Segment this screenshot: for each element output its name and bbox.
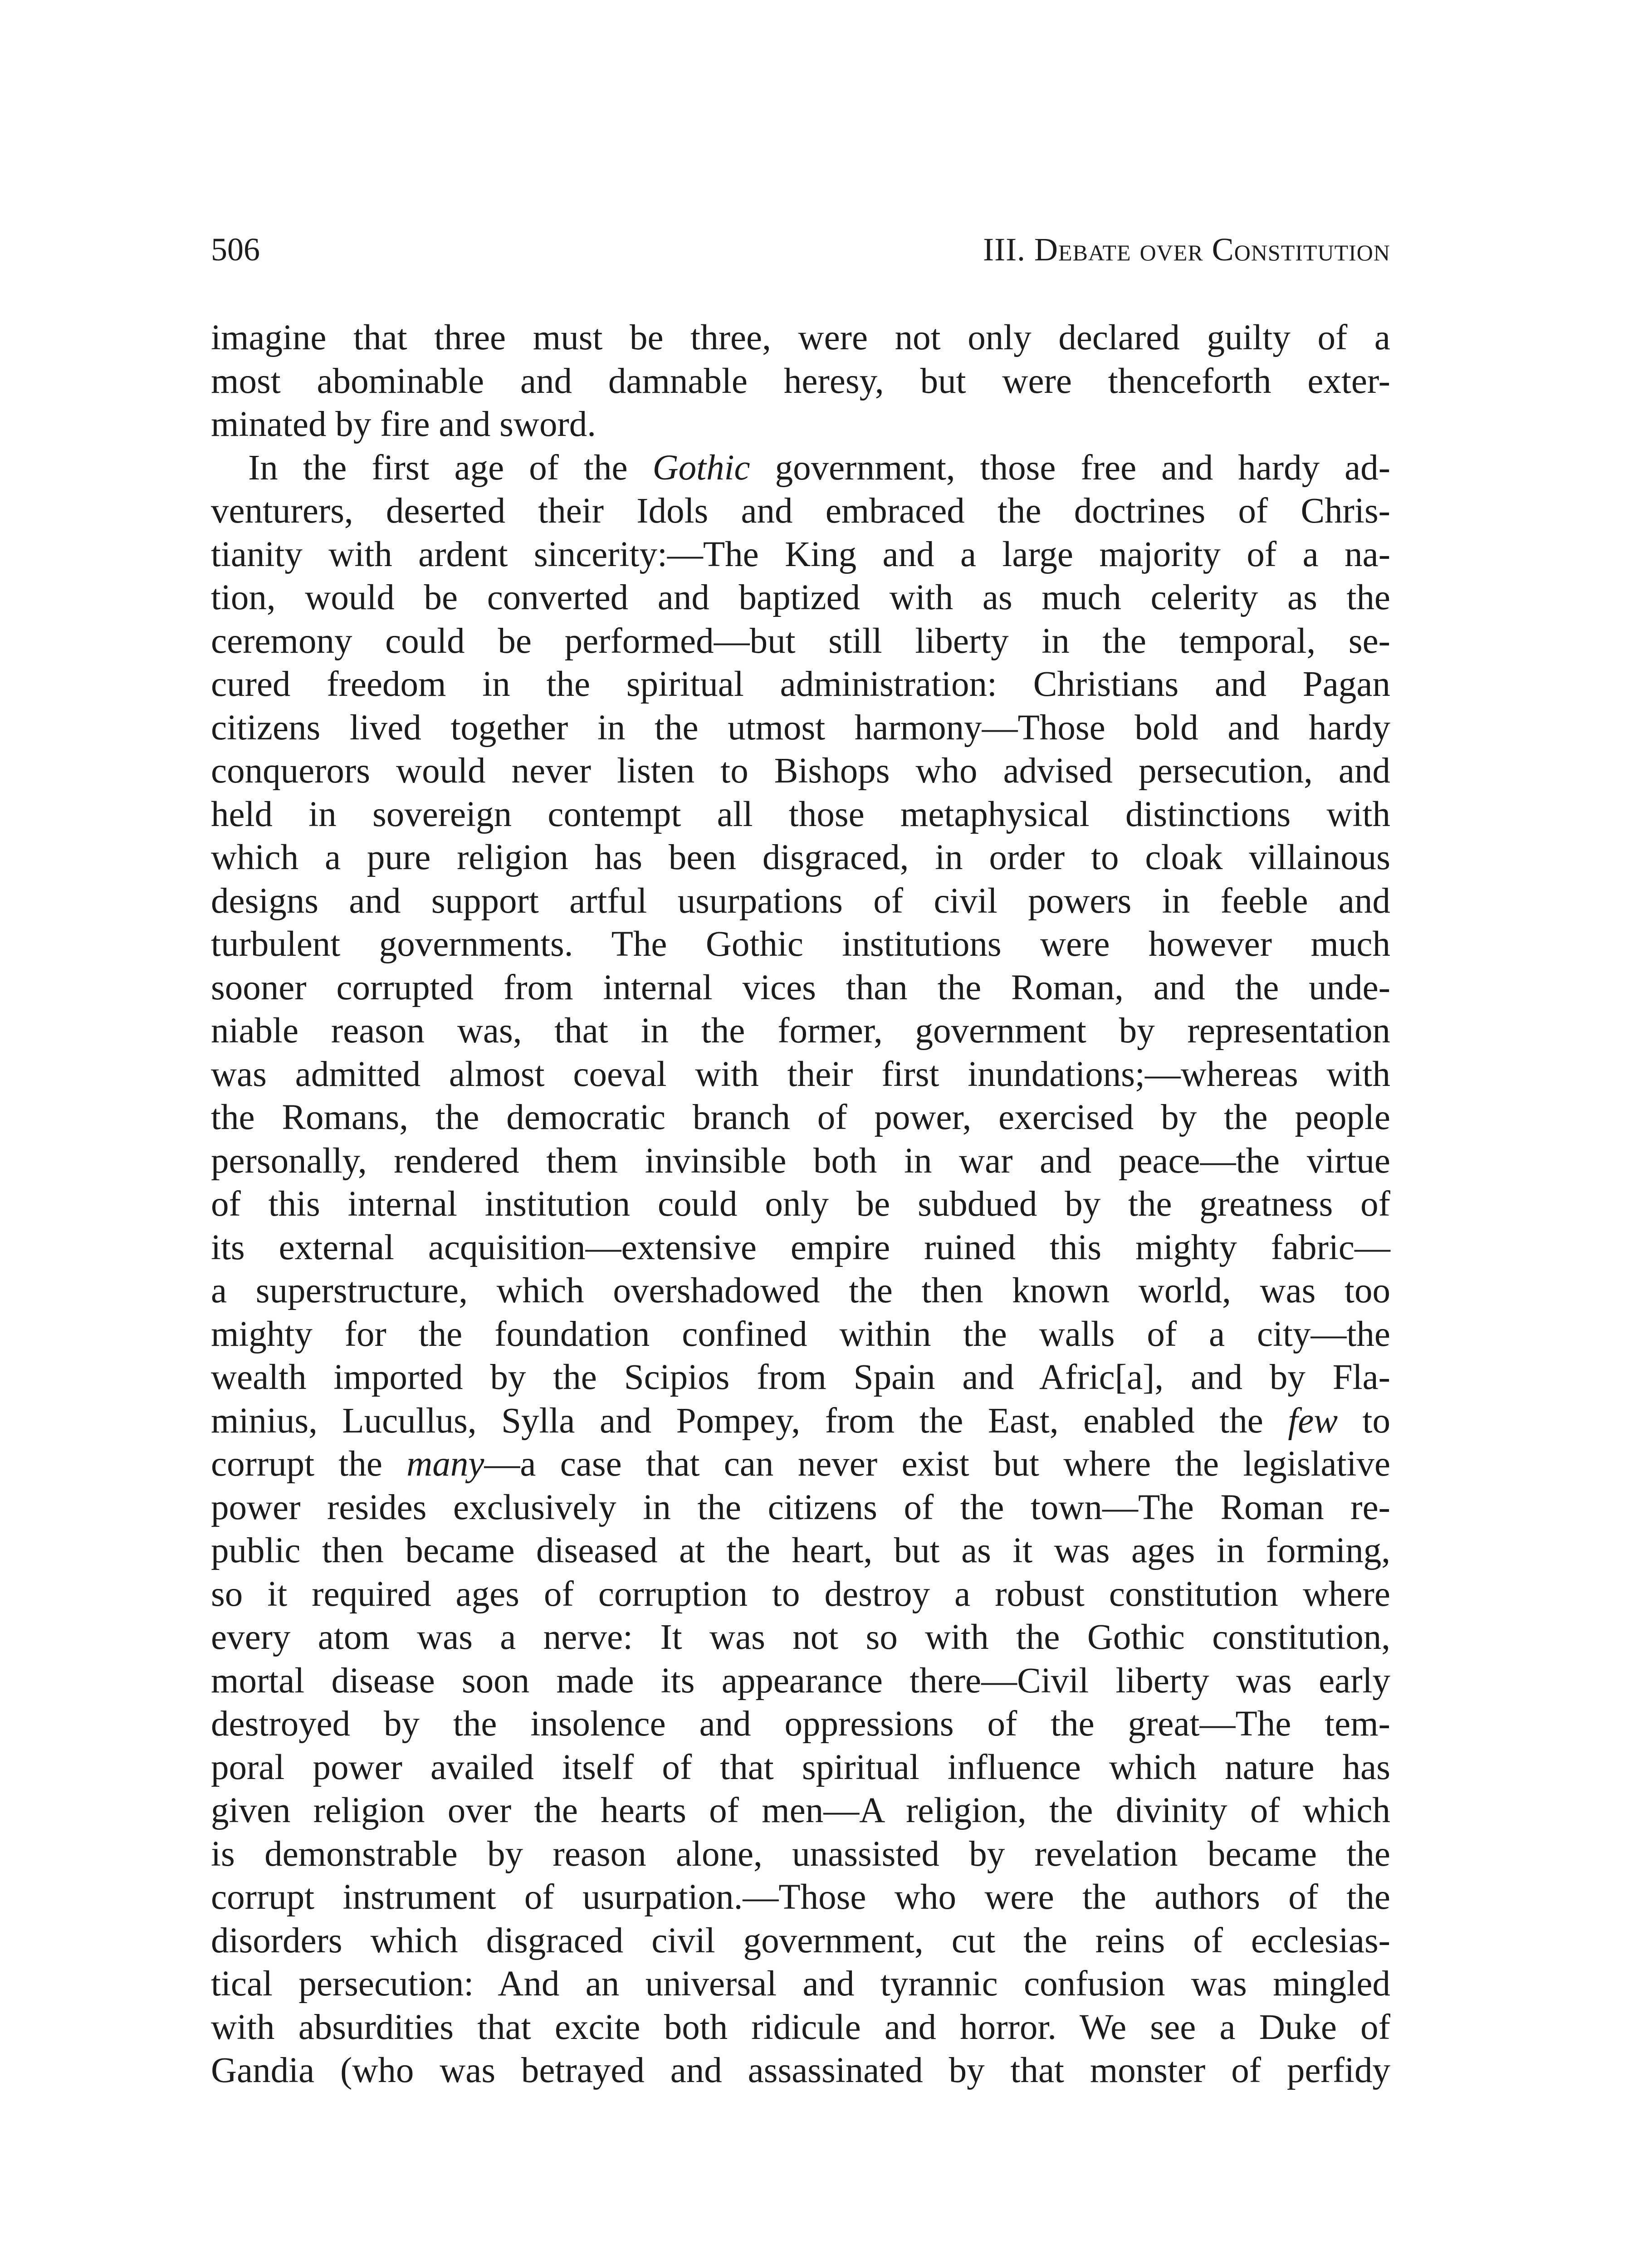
text-line: ceremony could be performed—but still liberty in the temporal, se- [211,621,1390,661]
italic-term: Gothic [652,448,750,488]
text-line: personally, rendered them invinsible both in war and peace—the virtue [211,1141,1390,1181]
text-segment: In the first age of the [248,448,653,488]
text-line: Gandia (who was betrayed and assassinated by that monster of perfidy [211,2051,1390,2090]
text-line: cured freedom in the spiritual administration: Christians and Pagan [211,665,1390,704]
text-line: power resides exclusively in the citizens of the town—The Roman re- [211,1487,1390,1527]
text-line: mortal disease soon made its appearance there—Civil liberty was early [211,1661,1390,1701]
text-line: tianity with ardent sincerity:—The King and a large majority of a na- [211,534,1390,574]
text-segment: —a case that can never exist but where the legislative [484,1444,1391,1484]
text-line: venturers, deserted their Idols and embraced the doctrines of Chris- [211,491,1390,531]
text-line [211,1442,1390,1486]
text-line: is demonstrable by reason alone, unassisted by revelation became the [211,1834,1390,1874]
text-line: a superstructure, which overshadowed the then known world, was too [211,1271,1390,1310]
italic-term: many [406,1444,484,1484]
text-line: corrupt instrument of usurpation.—Those who were the authors of the [211,1877,1390,1917]
text-segment: corrupt the [211,1444,407,1484]
text-line: poral power availed itself of that spiritual influence which nature has [211,1747,1390,1787]
text-line: sooner corrupted from internal vices than the Roman, and the unde- [211,968,1390,1007]
text-line: conquerors would never listen to Bishops who advised persecution, and [211,751,1390,791]
text-line: which a pure religion has been disgraced, in order to cloak villainous [211,838,1390,877]
text-line: mighty for the foundation confined within the walls of a city—the [211,1314,1390,1354]
text-line [211,446,1390,490]
text-line: destroyed by the insolence and oppressions of the great—The tem- [211,1704,1390,1744]
text-line [211,1399,1390,1443]
text-line: was admitted almost coeval with their first inundations;—whereas with [211,1054,1390,1094]
text-segment: minius, Lucullus, Sylla and Pompey, from the East, enabled the [211,1401,1288,1441]
text-line: minated by fire and sword. [211,405,596,444]
text-line: designs and support artful usurpations of civil powers in feeble and [211,881,1390,921]
text-line: wealth imported by the Scipios from Spain and Afric[a], and by Fla- [211,1358,1390,1397]
text-line: given religion over the hearts of men—A religion, the divinity of which [211,1791,1390,1830]
text-line: the Romans, the democratic branch of power, exercised by the people [211,1098,1390,1137]
text-line: niable reason was, that in the former, government by representation [211,1011,1390,1051]
text-line: disorders which disgraced civil government, cut the reins of ecclesias- [211,1921,1390,1960]
italic-term: few [1288,1401,1338,1441]
text-line: imagine that three must be three, were not only declared guilty of a [211,318,1390,357]
text-segment: government, those free and hardy ad- [750,448,1390,488]
text-line: most abominable and damnable heresy, but were thenceforth exter- [211,361,1390,401]
body-text [211,316,1390,2092]
text-line: tical persecution: And an universal and tyrannic confusion was mingled [211,1964,1390,2004]
running-head: III. Debate over Constitution [983,231,1390,268]
text-line: so it required ages of corruption to destroy a robust constitution where [211,1574,1390,1614]
text-line: citizens lived together in the utmost harmony—Those bold and hardy [211,708,1390,748]
text-line: tion, would be converted and baptized with as much celerity as the [211,578,1390,617]
text-line: with absurdities that excite both ridicule and horror. We see a Duke of [211,2007,1390,2047]
text-line: held in sovereign contempt all those metaphysical distinctions with [211,794,1390,834]
text-line: of this internal institution could only be subdued by the greatness of [211,1184,1390,1224]
text-segment: to [1338,1401,1391,1441]
page-number: 506 [211,231,260,268]
text-line: turbulent governments. The Gothic institutions were however much [211,924,1390,964]
text-line: public then became diseased at the heart, but as it was ages in forming, [211,1531,1390,1570]
page-header [211,229,1390,270]
text-line: every atom was a nerve: It was not so with the Gothic constitution, [211,1618,1390,1657]
text-line: its external acquisition—extensive empire ruined this mighty fabric— [211,1227,1390,1267]
